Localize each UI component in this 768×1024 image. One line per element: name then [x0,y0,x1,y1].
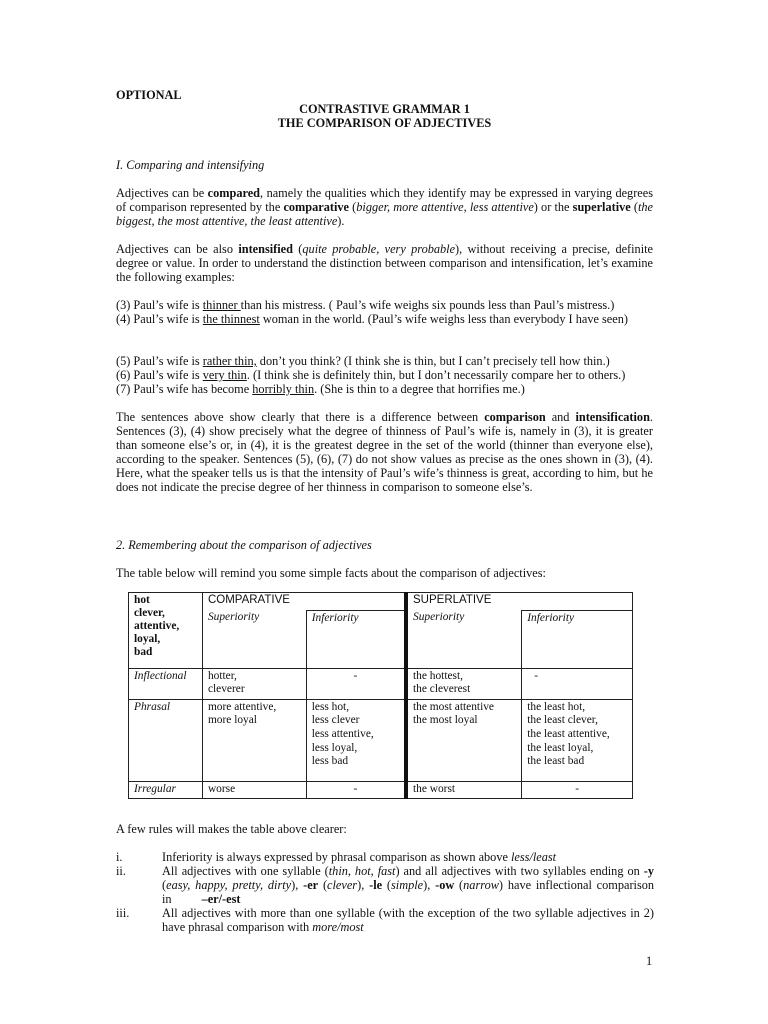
document-title: CONTRASTIVE GRAMMAR 1 [299,102,470,116]
superlative-header: SUPERLATIVE [406,593,633,611]
cell-superlative-inferiority: - [522,668,633,699]
page-number: 1 [646,954,653,968]
superlative-inferiority-header: Inferiority [522,610,633,668]
comparative-superiority-header: Superiority [202,610,306,668]
comparison-table [128,592,633,799]
table-row-inflectional [129,668,633,699]
paragraph-compared: Adjectives can be compared, namely the qualities which they identify may be expressed in varying degrees of comparison represented by the comparative (bigger, more attentive, less attentive) or the superlative (the biggest, the most attentive, the least attentive). [116,186,654,228]
row-label: Inflectional [129,668,203,699]
rule-3-number: iii. [116,906,130,920]
superlative-superiority-header: Superiority [406,610,522,668]
example-4: (4) Paul’s wife is the thinnest woman in the world. (Paul’s wife weighs less than everybody I have seen) [116,312,628,326]
example-6: (6) Paul’s wife is very thin. (I think she is definitely thin, but I don’t necessarily compare her to others.) [116,368,626,382]
cell-comparative-inferiority: - [306,668,406,699]
rule-3-text: All adjectives with more than one syllable (with the exception of the two syllable adjectives in 2) have phrasal comparison with more/most [162,906,654,934]
table-header-row [129,593,633,611]
example-3: (3) Paul’s wife is thinner than his mistress. ( Paul’s wife weighs six pounds less than Paul’s mistress.) [116,298,615,312]
cell-superlative-superiority: the most attentive the most loyal [406,699,522,781]
example-5: (5) Paul’s wife is rather thin, don’t you think? (I think she is thin, but I can’t precisely tell how thin.) [116,354,610,368]
cell-comparative-superiority: more attentive, more loyal [202,699,306,781]
rule-2-number: ii. [116,864,126,878]
paragraph-intensified: Adjectives can be also intensified (quite probable, very probable), without receiving a precise, definite degree or value. In order to understand the distinction between comparison and intensification, let’s examine the following examples: [116,242,653,284]
comparative-inferiority-header: Inferiority [306,610,406,668]
optional-label: OPTIONAL [116,88,182,102]
table-row-phrasal [129,699,633,781]
row-label: Phrasal [129,699,203,781]
table-row-irregular [129,781,633,799]
cell-comparative-inferiority: - [306,781,406,799]
cell-comparative-superiority: worse [202,781,306,799]
document-subtitle: THE COMPARISON OF ADJECTIVES [277,116,492,130]
paragraph-difference: The sentences above show clearly that there is a difference between comparison and intensification. Sentences (3), (4) show precisely what the degree of thinness of Paul’s wife is, namely in (3), it is greater than someone else’s or, in (4), it is the greatest degree in the set of the world (thinner than everyone else), according to the speaker. Sentences (5), (6), (7) do not show values as precise as the ones shown in (3), (4). Here, what the speaker tells us is that the intensity of Paul’s wife’s thinness is great, according to him, but he does not indicate the precise degree of her thinness in comparison to someone else’s. [116,410,653,494]
row-label: Irregular [129,781,203,799]
cell-superlative-superiority: the hottest, the cleverest [406,668,522,699]
rule-1-text: Inferiority is always expressed by phrasal comparison as shown above less/least [162,850,557,864]
rule-2-text: All adjectives with one syllable (thin, hot, fast) and all adjectives with two syllables ending on -y (easy, happy, pretty, dirty), -er (clever), -le (simple), -ow (narrow) have inflectional comparison in –er/-est [162,864,655,906]
rules-intro: A few rules will makes the table above clearer: [116,822,347,836]
cell-comparative-superiority: hotter, cleverer [202,668,306,699]
section2-heading: 2. Remembering about the comparison of adjectives [116,538,372,552]
example-7: (7) Paul’s wife has become horribly thin. (She is thin to a degree that horrifies me.) [116,382,525,396]
table-corner-cell: hot clever, attentive, loyal, bad [129,593,203,669]
cell-superlative-inferiority: - [522,781,633,799]
comparative-header: COMPARATIVE [202,593,406,611]
table-subheader-row [129,610,633,668]
cell-superlative-superiority: the worst [406,781,522,799]
cell-comparative-inferiority: less hot, less clever less attentive, less loyal, less bad [306,699,406,781]
cell-superlative-inferiority: the least hot, the least clever, the least attentive, the least loyal, the least bad [522,699,633,781]
table-intro: The table below will remind you some simple facts about the comparison of adjectives: [116,566,546,580]
rule-1-number: i. [116,850,123,864]
section1-heading: I. Comparing and intensifying [116,158,265,172]
